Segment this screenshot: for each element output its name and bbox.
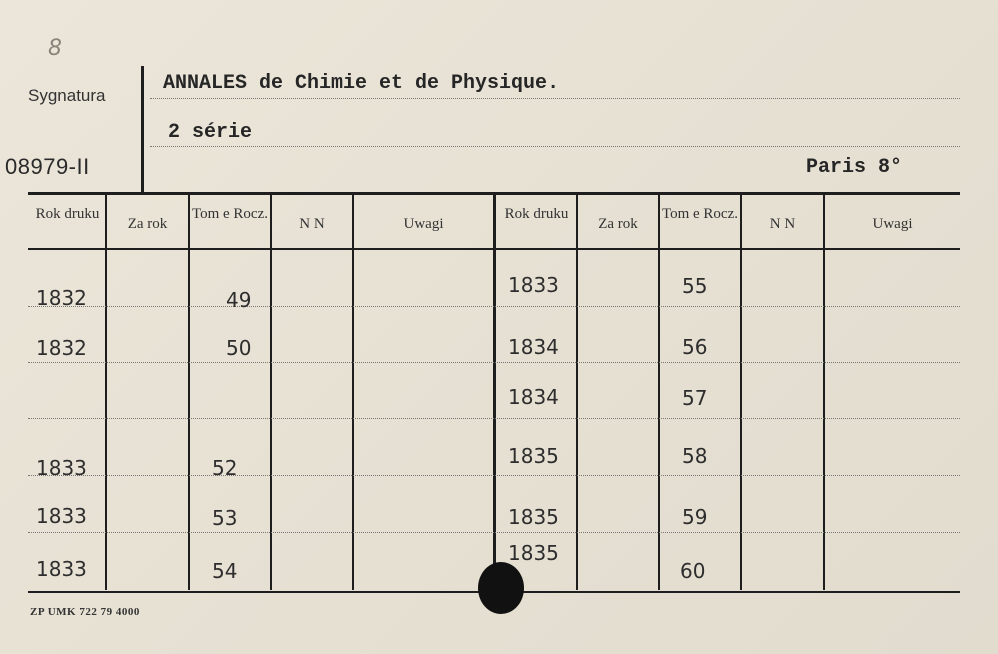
right-row-3-tom: 57: [682, 386, 708, 410]
signature-divider: [141, 66, 144, 192]
header-tom-rocz: Tom e Rocz.: [661, 206, 738, 222]
right-row-6-tom: 60: [680, 559, 706, 583]
right-row-6-rok: 1835: [508, 541, 559, 565]
header-za-rok: Za rok: [598, 216, 638, 232]
row-separator: [28, 475, 960, 476]
publication-title: ANNALES de Chimie et de Physique.: [163, 72, 560, 95]
left-row-2-rok: 1832: [36, 336, 87, 360]
center-divider: [493, 194, 496, 590]
call-number: 08979-II: [5, 154, 90, 179]
publication-series: 2 série: [168, 121, 253, 144]
header-nn: N N: [299, 216, 325, 232]
left-row-5-rok: 1833: [36, 504, 87, 528]
header-rok-druku: Rok druku: [504, 206, 569, 222]
right-row-1-tom: 55: [682, 274, 708, 298]
header-nn: N N: [769, 216, 796, 232]
left-row-2-tom: 50: [226, 336, 252, 360]
header-uwagi: Uwagi: [872, 216, 913, 232]
right-row-1-rok: 1833: [508, 273, 559, 297]
col-divider: [658, 194, 660, 590]
row-separator: [28, 306, 960, 307]
left-row-6-rok: 1833: [36, 557, 87, 581]
left-row-1-rok: 1832: [36, 286, 87, 310]
signature-label: Sygnatura: [28, 86, 106, 105]
punch-hole: [478, 562, 524, 614]
right-row-2-rok: 1834: [508, 335, 559, 359]
header-rok-druku: Rok druku: [35, 206, 100, 222]
left-row-4-tom: 52: [212, 456, 238, 480]
series-dotline: [150, 146, 960, 147]
right-row-4-rok: 1835: [508, 444, 559, 468]
row-separator: [28, 418, 960, 419]
col-divider: [188, 194, 190, 590]
left-row-4-rok: 1833: [36, 456, 87, 480]
card-footer-code: ZP UMK 722 79 4000: [30, 606, 140, 618]
right-row-5-rok: 1835: [508, 505, 559, 529]
header-uwagi: Uwagi: [403, 216, 444, 232]
left-row-5-tom: 53: [212, 506, 238, 530]
left-row-1-tom: 49: [226, 288, 252, 312]
handwritten-number: 8: [48, 36, 62, 61]
row-separator: [28, 362, 960, 363]
right-row-5-tom: 59: [682, 505, 708, 529]
publication-place: Paris 8°: [806, 156, 903, 179]
header-za-rok: Za rok: [127, 216, 168, 232]
right-row-3-rok: 1834: [508, 385, 559, 409]
left-row-6-tom: 54: [212, 559, 238, 583]
right-row-2-tom: 56: [682, 335, 708, 359]
row-separator: [28, 532, 960, 533]
right-row-4-tom: 58: [682, 444, 708, 468]
title-dotline: [150, 98, 960, 99]
header-tom-rocz: Tom e Rocz.: [191, 206, 268, 222]
